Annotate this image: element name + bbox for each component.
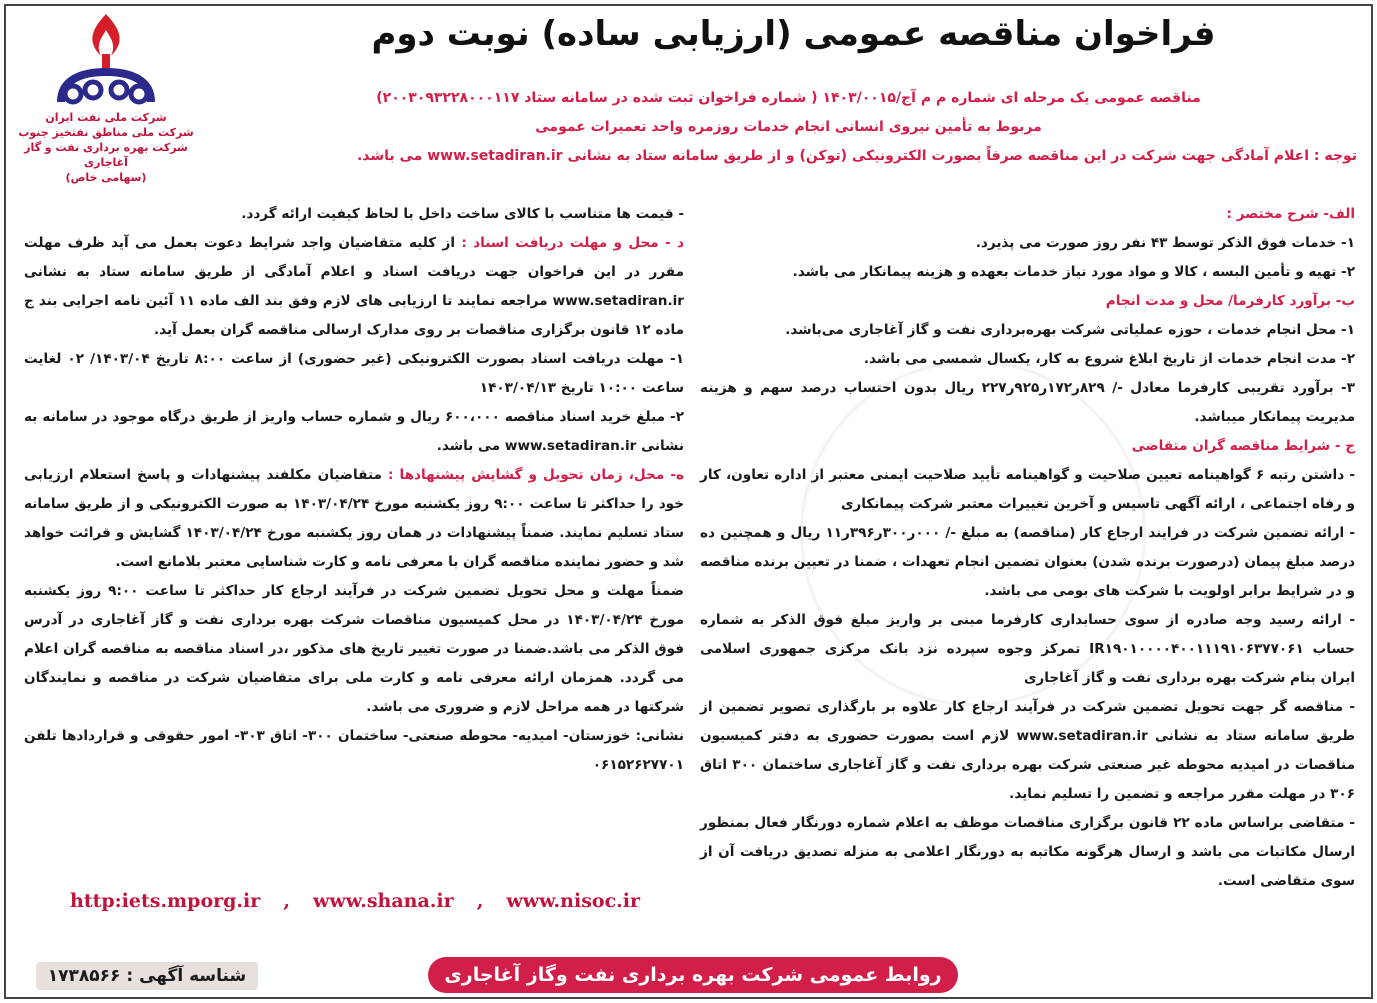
right-column xyxy=(700,200,1355,896)
link-nisoc[interactable]: www.nisoc.ir xyxy=(506,890,640,912)
logo-line-4: (سهامی خاص) xyxy=(65,171,147,184)
section-be-item-3: ۳- برآورد تقریبی کارفرما معادل -/ ۸۲۹ر۱۷۲ر۹۲۵ر۲۲۷ ریال بدون احتساب درصد سهم و هزینه مدیریت پیمانکار میباشد. xyxy=(700,380,1355,425)
section-jim-item-3: - ارائه رسید وجه صادره از سوی حسابداری کارفرما مبنی بر واریز مبلغ فوق الذکر به شماره حساب IR۱۹۰۱۰۰۰۰۴۰۰۱۱۱۹۱۰۶۳۷۷۰۶۱ تمرکز وجوه سپرده نزد بانک مرکزی جمهوری اسلامی ایران بنام شرکت بهره برداری نفت و گاز آغاجاری xyxy=(700,612,1355,686)
guarantee-paragraph: ضمناً مهلت و محل تحویل تضمین شرکت در فرآیند ارجاع کار حداکثر تا ساعت ۹:۰۰ روز یکشنبه مورخ ۱۴۰۳/۰۴/۲۴ در محل کمیسیون مناقصات شرکت بهره برداری نفت و گاز آغاجاری در آدرس فوق الذکر می باشد.ضمنا در صورت تغییر تاریخ های مذکور ،در اسناد مناقصه به مناقصه گران اعلام می گردد. همزمان ارائه معرفی نامه و کارت ملی برای متقاضیان شرکت در مناقصه و نمایندگان شرکتها در همه مراحل لازم و ضروری می باشد. xyxy=(24,583,684,715)
section-he-heading: ه- محل، زمان تحویل و گشایش پیشنهادها : xyxy=(388,467,684,483)
section-dal-item-2: ۲- مبلغ خرید اسناد مناقصه ۶۰۰،۰۰۰ ریال و شماره حساب واریز از طریق درگاه موجود در سامانه به نشانی www.setadiran.ir می باشد. xyxy=(24,409,684,454)
link-separator: , xyxy=(283,890,290,912)
section-dal-heading: د - محل و مهلت دریافت اسناد : xyxy=(461,235,684,251)
company-logo xyxy=(16,10,196,184)
company-name-lines xyxy=(16,110,196,185)
nioc-flame-icon xyxy=(51,10,161,110)
logo-line-1: شرکت ملی نفت ایران xyxy=(45,111,167,124)
address-paragraph: نشانی: خوزستان- امیدیه- محوطه صنعتی- ساختمان ۳۰۰- اتاق ۳۰۳- امور حقوقی و قراردادها تلفن ۰۶۱۵۲۶۲۷۷۰۱ xyxy=(24,728,684,773)
section-jim-item-1: - داشتن رتبه ۶ گواهینامه تعیین صلاحیت و گواهینامه تأیید صلاحیت ایمنی معتبر از اداره تعاون، کار و رفاه اجتماعی ، ارائه آگهی تاسیس و آخرین تغییرات معتبر شرکت پیمانکاری xyxy=(700,467,1355,512)
section-dal-item-1: ۱- مهلت دریافت اسناد بصورت الکترونیکی (غیر حضوری) از ساعت ۸:۰۰ تاریخ ۱۴۰۳/۰۴/ ۰۲ لغایت ساعت ۱۰:۰۰ تاریخ ۱۴۰۳/۰۴/۱۳ xyxy=(24,351,684,396)
electronic-notice: توجه : اعلام آمادگی جهت شرکت در این مناقصه صرفاً بصورت الکترونیکی (توکن) و از طریق سامانه ستاد به نشانی www.setadiran.ir می باشد. xyxy=(356,148,1357,164)
ad-id-badge: شناسه آگهی : ۱۷۳۸۵۶۶ xyxy=(36,962,258,990)
link-separator: , xyxy=(476,890,484,912)
section-be-heading: ب- برآورد کارفرما/ محل و مدت انجام xyxy=(1105,293,1355,309)
public-relations-banner: روابط عمومی شرکت بهره برداری نفت وگاز آغاجاری xyxy=(428,957,958,993)
price-note: - قیمت ها متناسب با کالای ساخت داخل با لحاظ کیفیت ارائه گردد. xyxy=(241,206,684,222)
logo-line-3: شرکت بهره برداری نفت و گاز آغاجاری xyxy=(24,141,188,169)
link-iets[interactable]: http:iets.mporg.ir xyxy=(70,890,261,912)
section-jim-item-5: - متقاضی براساس ماده ۲۲ قانون برگزاری مناقصات موظف به اعلام شماره دورنگار فعال بمنظور ارسال مکاتبات می باشد و ارسال هرگونه مکاتبه به دورنگار اعلامی به منزله تصدیق دریافت آن از سوی متقاضی است. xyxy=(700,815,1355,889)
section-dal-paragraph xyxy=(24,229,684,345)
section-alef-heading: الف- شرح مختصر : xyxy=(1226,206,1355,222)
section-jim-item-4: - مناقصه گر جهت تحویل تضمین شرکت در فرآیند ارجاع کار علاوه بر بارگذاری تصویر تضمین از طریق سامانه ستاد به نشانی www.setadiran.ir لازم است بصورت حضوری به دفتر کمیسیون مناقصات در امیدیه محوطه غیر صنعتی شرکت بهره برداری نفت و گاز آغاجاری ساختمان ۳۰۰ اتاق ۳۰۶ در مهلت مقرر مراجعه و تضمین را تسلیم نماید. xyxy=(700,699,1355,802)
section-he-paragraph xyxy=(24,461,684,577)
tender-subject-line: مربوط به تأمین نیروی انسانی انجام خدمات روزمره واحد تعمیرات عمومی xyxy=(535,119,1042,135)
tender-number-line: مناقصه عمومی یک مرحله ای شماره م م آج/۱۴۰۳/۰۰۱۵ ( شماره فراخوان ثبت شده در سامانه ستاد ۲۰۰۳۰۹۳۲۲۸۰۰۰۱۱۷) xyxy=(376,90,1201,106)
website-links xyxy=(70,890,640,912)
section-alef-item-1: ۱- خدمات فوق الذکر توسط ۴۳ نفر روز صورت می پذیرد. xyxy=(975,235,1355,251)
section-be-item-1: ۱- محل انجام خدمات ، حوزه عملیاتی شرکت بهره‌برداری نفت و گاز آغاجاری می‌باشد. xyxy=(785,322,1355,338)
left-column xyxy=(24,200,684,780)
section-alef-item-2: ۲- تهیه و تأمین البسه ، کالا و مواد مورد نیاز خدمات بعهده و هزینه پیمانکار می باشد. xyxy=(792,264,1355,280)
section-be-item-2: ۲- مدت انجام خدمات از تاریخ ابلاغ شروع به کار، یکسال شمسی می باشد. xyxy=(863,351,1355,367)
section-jim-item-2: - ارائه تضمین شرکت در فرایند ارجاع کار (مناقصه) به مبلغ -/ ۰۰۰ر۳۰۰ر۳۹۶ر۱۱ ریال و همچنین ده درصد مبلغ پیمان (درصورت برنده شدن) بعنوان تضمین انجام تعهدات ، ضمنا در تعیین برنده مناقصه و در شرایط برابر اولویت با شرکت های بومی می باشد. xyxy=(700,525,1355,599)
section-he-text: متقاضیان مکلفند پیشنهادات و پاسخ استعلام ارزیابی خود را حداکثر تا ساعت ۹:۰۰ روز یکشنبه مورخ ۱۴۰۳/۰۴/۲۴ به صورت الکترونیکی و از طریق سامانه ستاد تسلیم نمایند. ضمناً پیشنهادات در همان روز یکشنبه مورخ ۱۴۰۳/۰۴/۲۴ گشایش و قرائت خواهد شد و حضور نماینده مناقصه گران با معرفی نامه و کارت شناسایی معتبر بلامانع است. xyxy=(24,467,685,570)
section-jim-heading: ج - شرایط مناقصه گران متقاضی xyxy=(1131,438,1355,454)
ad-title: فراخوان مناقصه عمومی (ارزیابی ساده) نوبت دوم xyxy=(371,14,1216,54)
link-shana[interactable]: www.shana.ir xyxy=(313,890,454,912)
logo-line-2: شرکت ملی مناطق نفتخیز جنوب xyxy=(18,126,194,139)
section-dal-intro: از کلیه متقاضیان واجد شرایط دعوت بعمل می آید ظرف مهلت مقرر در این فراخوان جهت دریافت اسناد و اعلام آمادگی از طریق سامانه ستاد به نشانی www.setadiran.ir مراجعه نمایند تا ارزیابی های لازم وفق بند الف ماده ۱۱ آئین نامه اجرایی بند ج ماده ۱۲ قانون برگزاری مناقصات بر روی مدارک ارسالی مناقصه گران بعمل آید. xyxy=(24,235,685,338)
